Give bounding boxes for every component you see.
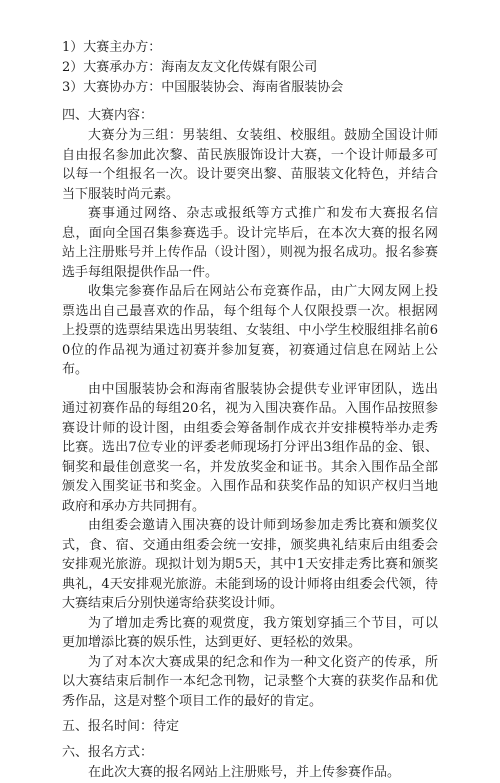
section-heading-contest-content: 四、大赛内容：: [62, 108, 154, 123]
paragraph-commemorative: 为了对本次大赛成果的纪念和作为一种文化资产的传承，所以大赛结束后制作一本纪念刊物，记录整个大赛的获奖作品和优秀作品，这是对整个项目工作的最好的肯定。: [62, 654, 438, 709]
paragraph-judging: 由中国服装协会和海南省服装协会提供专业评审团队，选出通过初赛作品的每组20名，视为入围决赛作品。入围作品按照参赛设计师的设计图，由组委会筹备制作成衣并安排模特举办走秀比赛。选出7位专业的评委老师现场打分评出3组作品的金、银、铜奖和最佳创意奖一名，并发放奖金和证书。其余入围作品全部颁发入围奖证书和奖金。入围作品和获奖作品的知识产权归当地政府和承办方共同拥有。: [62, 381, 438, 514]
organizer-cosponsor: 3）大赛协办方：中国服装协会、海南省服装协会: [62, 80, 344, 95]
paragraph-registration-method: 在此次大赛的报名网站上注册账号，并上传参赛作品。: [88, 765, 401, 780]
paragraph-groups: 大赛分为三组：男装组、女装组、校服组。鼓励全国设计师自由报名参加此次黎、苗民族服饰设计大赛，一个设计师最多可以每一个组报名一次。设计要突出黎、苗服装文化特色，并结合当下服装时尚元素。: [62, 128, 438, 202]
section-heading-registration-time: 五、报名时间：待定: [62, 719, 180, 734]
paragraph-voting: 收集完参赛作品后在网站公布竞赛作品，由广大网友网上投票选出自己最喜欢的作品，每个组每个人仅限投票一次。根据网上投票的选票结果选出男装组、女装组、中小学生校服组排名前60位的作品视为通过初赛并参加复赛，初赛通过信息在网站上公布。: [62, 284, 438, 377]
paragraph-promotion: 赛事通过网络、杂志或报纸等方式推广和发布大赛报名信息，面向全国召集参赛选手。设计完毕后，在本次大赛的报名网站上注册账号并上传作品（设计图），则视为报名成功。报名参赛选手每组限提供作品一件。: [62, 206, 438, 280]
organizer-host: 1）大赛主办方：: [62, 40, 162, 55]
paragraph-entertainment: 为了增加走秀比赛的观赏度，我方策划穿插三个节目，可以更加增添比赛的娱乐性，达到更好、更轻松的效果。: [62, 615, 438, 650]
paragraph-ceremony: 由组委会邀请入围决赛的设计师到场参加走秀比赛和颁奖仪式，食、宿、交通由组委会统一安排，颁奖典礼结束后由组委会安排观光旅游。现拟计划为期5天，其中1天安排走秀比赛和颁奖典礼，4天安排观光旅游。未能到场的设计师将由组委会代领，待大赛结束后分别快递寄给获奖设计师。: [62, 518, 438, 611]
section-heading-registration-method: 六、报名方式：: [62, 745, 154, 760]
organizer-contractor: 2）大赛承办方：海南友友文化传媒有限公司: [62, 60, 318, 75]
